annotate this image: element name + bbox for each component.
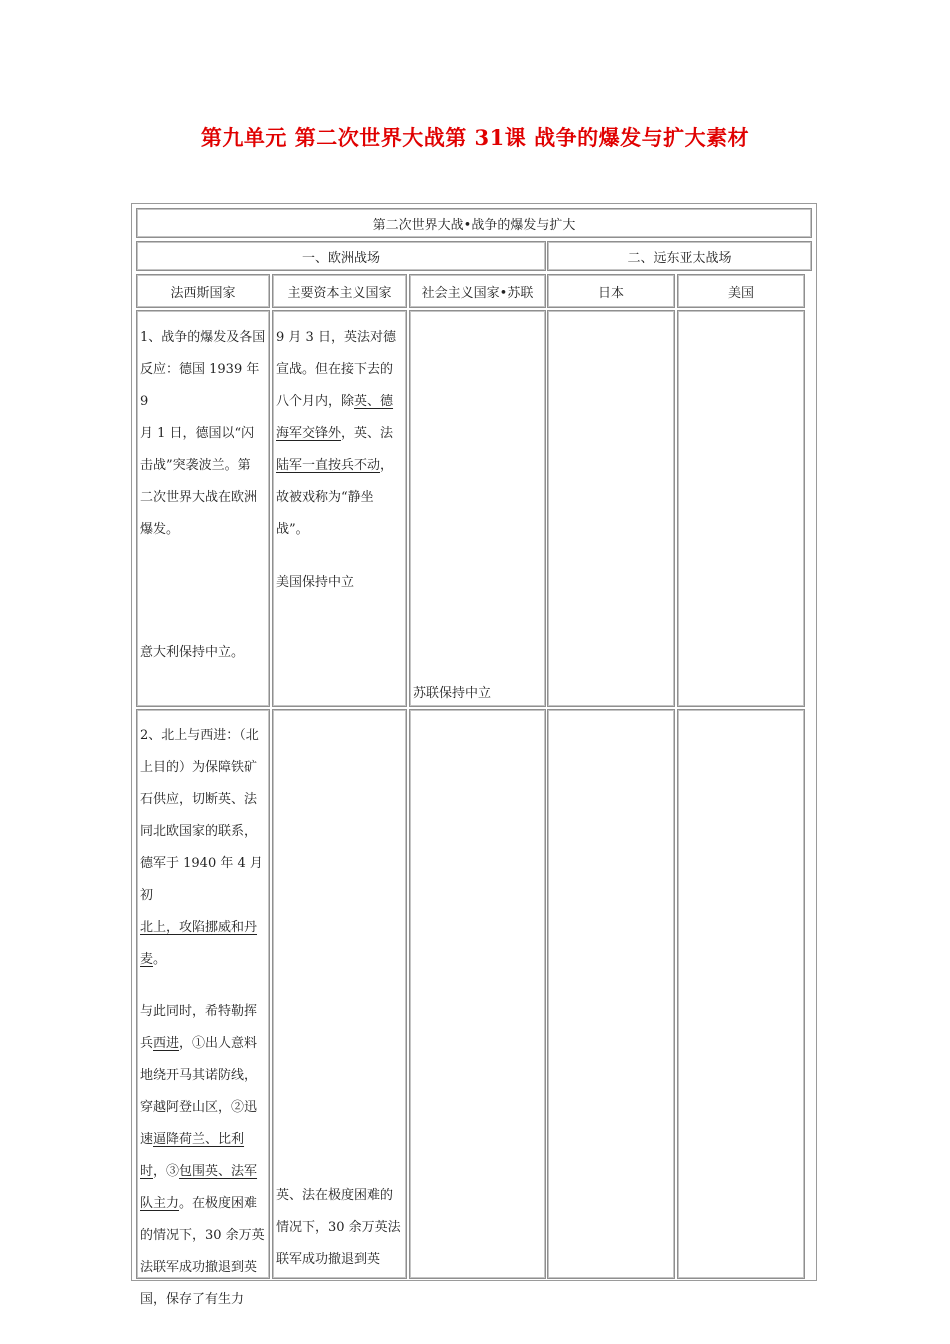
column-header-fascist (136, 274, 270, 308)
text-line (138, 944, 268, 976)
column-header-soviet (409, 274, 546, 308)
text-line (274, 450, 405, 482)
text-line: 联军成功撤退到英 (276, 1252, 381, 1267)
text-line: 故被戏称为“静坐 (276, 490, 374, 505)
column-header-japan (547, 274, 675, 308)
text-line: 9 月 3 日，英法对德 (276, 330, 396, 345)
text-span: 速 (140, 1132, 154, 1147)
text-line (274, 386, 405, 418)
text-line: 宣战。但在接下去的 (276, 362, 394, 377)
row1-capitalist-cell (272, 310, 407, 707)
text-span: 。 (153, 952, 167, 967)
underlined-text: 队主力 (140, 1196, 180, 1211)
text-line (138, 1124, 268, 1156)
table-main-header (136, 208, 812, 238)
text-line (138, 1188, 268, 1220)
row2-fascist-cell (136, 709, 270, 1307)
column-header-label: 日本 (597, 285, 624, 301)
soviet-neutral-note: 苏联保持中立 (413, 686, 492, 701)
text-span: ，英、法 (341, 426, 394, 441)
text-line (138, 1028, 268, 1060)
underlined-text: 陆军一直按兵不动 (276, 458, 381, 473)
text-span: 八个月内，除 (276, 394, 355, 409)
text-line: 爆发。 (140, 522, 180, 537)
underlined-text: 北上，攻陷挪威和丹 (140, 920, 258, 935)
row1-soviet-cell (409, 310, 546, 707)
row2-usa-cell (677, 709, 805, 1279)
column-header-capitalist (272, 274, 407, 308)
underlined-text: 时 (140, 1164, 154, 1179)
underlined-text: 麦 (140, 952, 154, 967)
row2-capitalist-cell (272, 709, 407, 1279)
text-line: 国，保存了有生力 (140, 1292, 245, 1307)
text-line: 石供应，切断英、法 (140, 792, 258, 807)
row2-soviet-cell (409, 709, 546, 1279)
text-span: ，①出人意料 (179, 1036, 258, 1051)
text-line: 英、法在极度困难的 (276, 1188, 394, 1203)
text-line: 同北欧国家的联系， (140, 824, 258, 839)
section-pacific-text: 二、远东亚太战场 (627, 250, 732, 266)
text-line: 法联军成功撤退到英 (140, 1260, 258, 1275)
usa-neutral-note: 美国保持中立 (276, 575, 355, 590)
text-line: 德军于 1940 年 4 月初 (140, 856, 263, 903)
row2-japan-cell (547, 709, 675, 1279)
text-span: 。在极度困难 (179, 1196, 258, 1211)
text-line: 穿越阿登山区，②迅 (140, 1100, 258, 1115)
paragraph-gap (138, 976, 268, 996)
column-header-usa (677, 274, 805, 308)
row1-usa-cell (677, 310, 805, 707)
text-line: 月 1 日，德国以“闪 (140, 426, 255, 441)
main-header-text: 第二次世界大战•战争的爆发与扩大 (372, 217, 576, 233)
text-line: 与此同时，希特勒挥 (140, 1004, 258, 1019)
text-line: 战”。 (276, 522, 309, 537)
section-pacific-header (547, 241, 812, 271)
text-line: 情况下，30 余万英法 (276, 1220, 401, 1235)
row1-fascist-cell (136, 310, 270, 707)
italy-neutral-note: 意大利保持中立。 (140, 645, 245, 660)
text-span: ， (380, 458, 394, 473)
column-header-label: 主要资本主义国家 (287, 285, 392, 301)
underlined-text: 英、德 (354, 394, 394, 409)
underlined-text: 西进 (153, 1036, 180, 1051)
section-europe-header (136, 241, 546, 271)
underlined-text: 逼降荷兰、比利 (153, 1132, 245, 1147)
column-header-label: 美国 (727, 285, 754, 301)
text-line: 地绕开马其诺防线， (140, 1068, 258, 1083)
text-line (138, 1156, 268, 1188)
text-line: 击战”突袭波兰。第 (140, 458, 251, 473)
text-line: 2、北上与西进：（北 (140, 728, 259, 743)
text-line (274, 418, 405, 450)
row1-japan-cell (547, 310, 675, 707)
section-europe-text: 一、欧洲战场 (301, 250, 380, 266)
document-title: 第九单元 第二次世界大战第 31课 战争的爆发与扩大素材 (200, 125, 750, 150)
text-line: 反应：德国 1939 年 9 (140, 362, 264, 409)
column-header-label: 法西斯国家 (170, 285, 236, 301)
underlined-text: 包围英、法军 (179, 1164, 258, 1179)
text-line: 1、战争的爆发及各国 (140, 330, 266, 345)
text-span: ，③ (153, 1164, 180, 1179)
text-span: 兵 (140, 1036, 154, 1051)
underlined-text: 海军交锋外 (276, 426, 342, 441)
text-line: 的情况下，30 余万英 (140, 1228, 265, 1243)
text-line: 二次世界大战在欧洲 (140, 490, 258, 505)
text-line: 上目的）为保障铁矿 (140, 760, 258, 775)
column-header-label: 社会主义国家•苏联 (421, 285, 534, 301)
